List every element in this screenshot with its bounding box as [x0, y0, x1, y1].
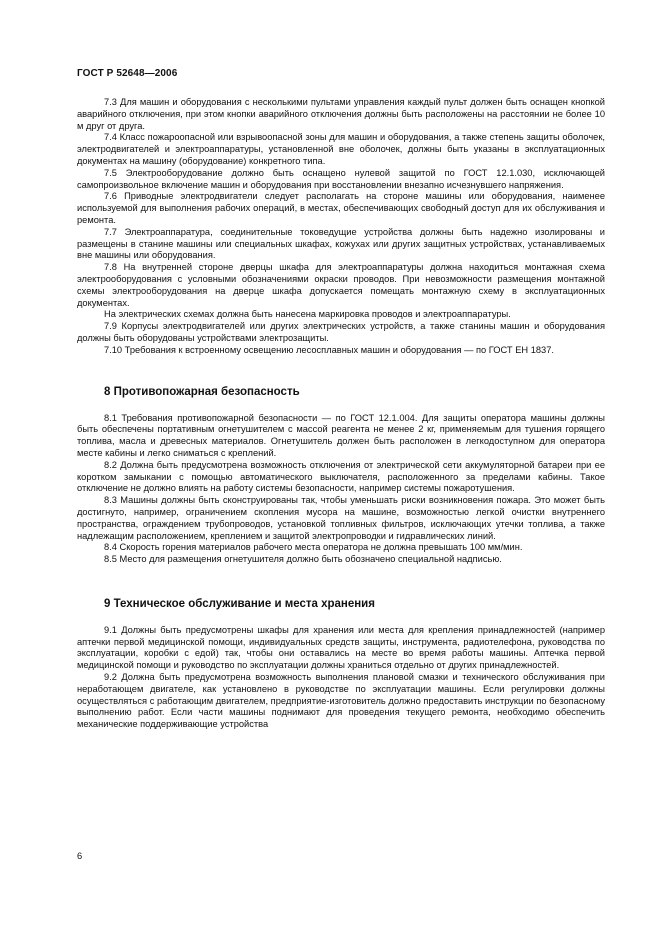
paragraph-7-5: 7.5 Электрооборудование должно быть оснащено нулевой защитой по ГОСТ 12.1.030, исключающей самопроизвольное включение машин и оборудования при восстановлении внезапно исчезнувшего напряжения. — [77, 167, 605, 190]
paragraph-7-6: 7.6 Приводные электродвигатели следует располагать на стороне машины или оборудования, наименее используемой для выполнения рабочих операций, в местах, обеспечивающих свободный доступ для их обслуживания и ремонта. — [77, 191, 605, 225]
paragraph-8-1: 8.1 Требования противопожарной безопасности — по ГОСТ 12.1.004. Для защиты оператора машины должны быть обеспечены портативным огнетушителем с массой реагента не менее 2 кг, применяемым для тушения горящего топлива, масла и древесных материалов. Огнетушитель должен быть расположен в легкодоступном для оператора месте кабины и легко сниматься с креплений. — [77, 412, 605, 458]
section-9-heading: 9 Техническое обслуживание и места хранения — [104, 597, 375, 610]
paragraph-9-1: 9.1 Должны быть предусмотрены шкафы для хранения или места для крепления принадлежностей (например аптечки первой медицинской помощи, индивидуальных средств защиты, инструмента, радиотелефона, руководства по эксплуатации, коробки с едой) так, чтобы они оставались на месте во время работы машины. Аптечка первой медицинской помощи и руководство по эксплуатации должны храниться отдельно от других принадлежностей. — [77, 624, 605, 671]
paragraph-8-4: 8.4 Скорость горения материалов рабочего места оператора не должна превышать 100 мм/мин. — [104, 542, 523, 553]
paragraph-8-5: 8.5 Место для размещения огнетушителя должно быть обозначено специальной надписью. — [104, 554, 502, 565]
paragraph-7-9: 7.9 Корпусы электродвигателей или других электрических устройств, а также станины машин и оборудования должны быть оборудованы устройствами электрозащиты. — [77, 321, 605, 343]
paragraph-7-10: 7.10 Требования к встроенному освещению лесосплавных машин и оборудования — по ГОСТ ЕН 1837. — [104, 344, 554, 355]
paragraph-7-8-note: На электрических схемах должна быть нанесена маркировка проводов и электроаппаратуры. — [104, 309, 511, 320]
paragraph-7-7: 7.7 Электроаппаратура, соединительные токоведущие устройства должны быть надежно изолированы и размещены в станине машины или специальных шкафах, кожухах или других защитных устройствах, устанавливаемых вне машины или оборудования. — [77, 226, 605, 261]
document-body — [77, 97, 605, 731]
paragraph-7-8: 7.8 На внутренней стороне дверцы шкафа для электроаппаратуры должна находиться монтажная схема электрооборудования с условными обозначениями окраски проводов. При невозможности размещения монтажной схемы электрооборудования на дверце шкафа допускается помещать монтажную схему в эксплуатационных документах. — [77, 262, 605, 308]
paragraph-7-4: 7.4 Класс пожароопасной или взрывоопасной зоны для машин и оборудования, а также степень защиты оболочек, электродвигателей и электроаппаратуры, установленной вне оболочек, должны быть указаны в эксплуатационных документах на машину (оборудование) конкретного типа. — [77, 132, 605, 166]
section-8-heading: 8 Противопожарная безопасность — [104, 385, 300, 398]
paragraph-8-2: 8.2 Должна быть предусмотрена возможность отключения от электрической сети аккумуляторной батареи при ее коротком замыкании с помощью автоматического выключателя, расположенного за пределами кабины. Такое отключение не должно влиять на работу системы безопасности, например системы пожаротушения. — [77, 459, 605, 494]
page-number: 6 — [77, 851, 83, 861]
paragraph-7-3: 7.3 Для машин и оборудования с несколькими пультами управления каждый пульт должен быть оснащен кнопкой аварийного отключения, при этом кнопки аварийного отключения должны быть расположены на расстоянии не более 10 м друг от друга. — [77, 97, 605, 131]
paragraph-9-2: 9.2 Должна быть предусмотрена возможность выполнения плановой смазки и технического обслуживания при неработающем двигателе, как установлено в руководстве по эксплуатации машины. Если регулировки должны осуществляться с работающим двигателем, предприятие-изготовитель должно предоставить инструкции по безопасному выполнению работ. Если части машины поднимают для проведения текущего ремонта, необходимо обеспечить механические поддерживающие устройства — [77, 672, 605, 730]
paragraph-8-3: 8.3 Машины должны быть сконструированы так, чтобы уменьшать риски возникновения пожара. Это может быть достигнуто, например, ограничением скопления мусора на машине, возможностью легкой очистки внутреннего пространства, ограждением трубопроводов, установкой топливных фильтров, исключающих утечки топлива, а также надлежащим расположением, креплением и защитой электропроводки и гидравлических линий. — [77, 495, 605, 541]
document-code: ГОСТ Р 52648—2006 — [77, 68, 178, 79]
